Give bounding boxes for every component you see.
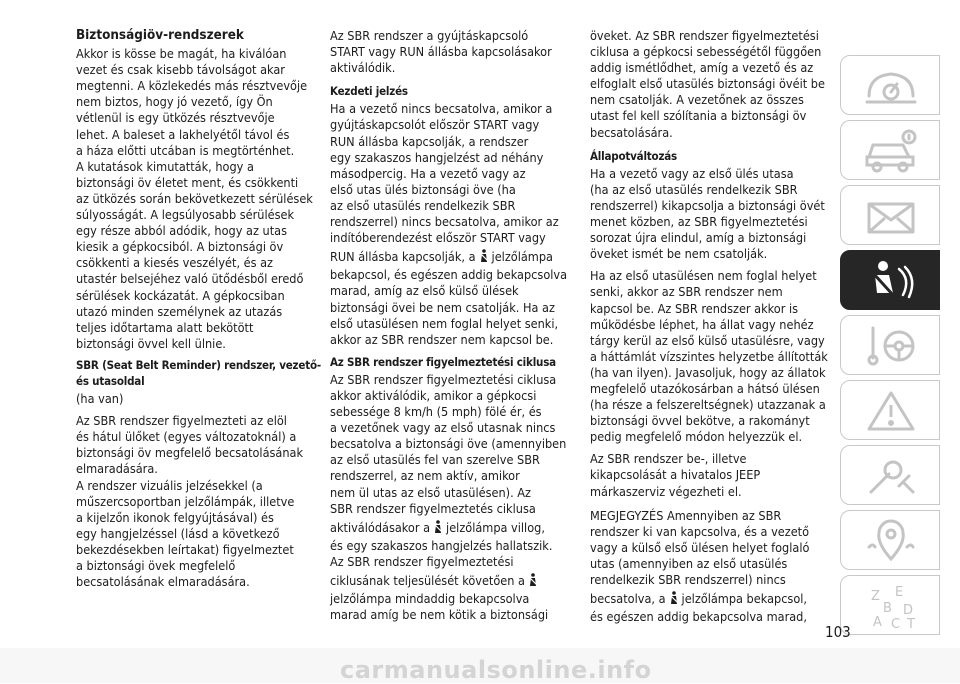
text-segment: jelzőlámpa bekapcsol, (681, 591, 808, 607)
column-2 (330, 28, 568, 623)
tab-ignition[interactable] (840, 315, 940, 375)
tab-warning[interactable] (840, 380, 940, 440)
text-line: és egészen addig bekapcsolva marad, (590, 609, 807, 625)
text-line: Ha a vezető vagy az első ülés utasa (590, 165, 794, 181)
tab-navigation[interactable] (840, 510, 940, 570)
text-line: az első utasülés rendelkezik SBR (330, 197, 516, 213)
text-line: (ha van ilyen). Javasoljuk, hogy az állatok (590, 364, 826, 380)
text-line: SBR (Seat Belt Reminder) rendszer, vezető- (76, 357, 321, 372)
text-line: Az SBR rendszer figyelmeztetési ciklusa (330, 371, 557, 387)
text-line: első utas ülés biztonsági öve (ha (330, 181, 516, 197)
subsection-heading: Az SBR rendszer figyelmeztetési ciklusa (330, 354, 556, 369)
paragraph-lines (330, 101, 568, 246)
paragraph (590, 28, 828, 141)
text-line: nem biztos, hogy jó vezető, így Ön (76, 94, 273, 110)
tab-service[interactable] (840, 445, 940, 505)
warning-triangle-icon (863, 387, 919, 435)
watermark: carmanualsonline.info (340, 656, 652, 684)
car-service-wrench-icon (863, 452, 919, 500)
text-line: RUN állásba kapcsolják, a rendszer (330, 133, 529, 149)
svg-text:T: T (907, 617, 915, 630)
text-line: sorozat újra elindul, amíg a biztonsági (590, 230, 807, 246)
text-line: bekapcsol, és egészen addig bekapcsolva (330, 267, 568, 283)
text-line: műszercsoportban jelzőlámpák, illetve (76, 493, 295, 509)
text-line: elfoglalt első utasülés biztonsági övéit be (590, 76, 825, 92)
text-line: egy hangjelzéssel (lásd a következő (76, 525, 280, 541)
text-line: megtenni. A közlekedés más résztvevője (76, 78, 308, 94)
text-line: elmaradására. (76, 461, 158, 477)
text-line: és utasoldal (76, 373, 145, 388)
navigation-map-icon (863, 517, 919, 565)
svg-text:E: E (895, 585, 904, 600)
text-line: Ha az első utasülésen nem foglal helyet (590, 268, 817, 284)
text-line: az első utasülés fel van szerelve SBR (330, 452, 540, 468)
text-line: megfelelő utazókosárban a hátsó ülésen (590, 380, 820, 396)
seatbelt-warning-lamp-icon (433, 520, 443, 534)
text-line: Az SBR rendszer figyelmeztetési (330, 553, 514, 569)
tab-dashboard[interactable] (840, 55, 940, 115)
paragraph-lines (330, 538, 568, 570)
alphabet-index-icon (863, 582, 919, 630)
chapter-tab-sidebar (840, 55, 942, 640)
text-segment: jelzőlámpa villog, (446, 519, 545, 535)
text-line: indítóberendezést először START vagy (330, 230, 546, 246)
text-line: (ha az első utasülés rendelkezik SBR (590, 181, 798, 197)
text-line: nem ül utas az első utasülésen). Az (330, 484, 531, 500)
seatbelt-warning-lamp-icon (669, 591, 679, 605)
text-line: aktiválódik. (330, 60, 396, 76)
text-segment: RUN állásba kapcsolják, a (330, 249, 476, 265)
text-line: A kutatások kimutatták, hogy a (76, 158, 254, 174)
tab-mail[interactable] (840, 185, 940, 245)
seatbelt-warning-lamp-icon (479, 249, 489, 263)
text-line: az ütközés során bekövetkezett sérülések (76, 190, 313, 206)
svg-text:D: D (903, 603, 914, 618)
text-line: a kijelzőn ikonok felgyújtásával) és (76, 509, 274, 525)
text-line: kiesik a gépkocsiból. A biztonsági öv (76, 239, 284, 255)
text-line: MEGJEGYZÉS Amennyiben az SBR (590, 507, 782, 523)
tab-safety[interactable] (840, 250, 940, 310)
paragraph (590, 166, 828, 263)
seatbelt-warning-lamp-icon (528, 573, 538, 587)
tab-index[interactable] (840, 575, 940, 635)
svg-text:Z: Z (871, 589, 880, 604)
ignition-steering-icon (863, 322, 919, 370)
text-line: A rendszer vizuális jelzésekkel (a (76, 477, 263, 493)
text-line: kikapcsolását a hivatalos JEEP (590, 467, 761, 483)
tab-car-info[interactable] (840, 120, 940, 180)
text-segment: ciklusának teljesülését követően a (330, 573, 525, 588)
text-line: biztonsági öv megfelelő becsatolásának (76, 445, 304, 461)
text-line: a biztonsági övek megfelelő (76, 558, 236, 573)
text-line: és egy szakaszos hangjelzés hallatszik. (330, 537, 553, 553)
text-line: (ha van) (76, 391, 124, 407)
text-line: rendszerrel) kikapcsolja a biztonsági övét (590, 197, 825, 213)
column-3 (590, 28, 828, 625)
note-paragraph (590, 508, 828, 626)
text-line: Az SBR rendszer figyelmezteti az elöl (76, 413, 287, 429)
text-line: biztonsági öv életet ment, és csökkenti (76, 174, 299, 190)
paragraph (76, 46, 324, 352)
paragraph (76, 413, 324, 477)
text-line: működésbe léphet, ha állat vagy nehéz (590, 316, 814, 332)
text-line: egy szakaszos hangjelzést ad néhány (330, 149, 544, 165)
paragraph (76, 478, 324, 591)
text-line: első utasülésen nem foglal helyet senki, (330, 315, 559, 331)
text-segment: aktiválódásakor a (330, 519, 431, 535)
text-line: csökkenti a kiesés veszélyét, és az (76, 255, 273, 271)
text-line: becsatolva a biztonsági öve (amennyiben (330, 436, 567, 452)
text-line: utastér belsejéhez való ütődésből eredő (76, 271, 304, 287)
paragraph-lines (330, 267, 568, 347)
paragraph (330, 372, 568, 623)
text-line: akkor az SBR rendszer nem kapcsol be. (330, 331, 554, 347)
text-line: vagy a külső első ülésen helyet foglaló (590, 539, 810, 555)
text-line: Az SBR rendszer be-, illetve (590, 451, 747, 467)
text-line: súlyosságát. A legsúlyosabb sérülések (76, 207, 295, 223)
text-line: biztonsági övvel kell ülnie. (76, 335, 226, 351)
paragraph-lines (330, 372, 568, 517)
text-line: a háza előtti utcában is megtörténhet. (76, 142, 295, 158)
paragraph (330, 101, 568, 347)
text-line: menet közben, az SBR figyelmeztetési (590, 214, 808, 230)
text-line: becsatolásának elmaradására. (76, 574, 250, 590)
text-line: rendelkezik SBR rendszerrel) nincs (590, 572, 786, 587)
lamp-line (330, 573, 568, 589)
text-line: utas (amennyiben az első utasülés (590, 555, 788, 571)
svg-text:C: C (891, 617, 901, 630)
text-line: rendszerrel, az nem aktív, amikor (330, 468, 520, 484)
subsection-heading: Kezdeti jelzés (330, 84, 408, 99)
text-line: teljes időtartama alatt bekötött (76, 319, 254, 335)
lamp-line (330, 520, 568, 536)
text-segment: becsatolva, a (590, 591, 666, 607)
paragraph (330, 28, 568, 76)
text-line: sérülések kockázatát. A gépkocsiban (76, 287, 285, 303)
paragraph (76, 391, 324, 407)
text-line: Akkor is kösse be magát, ha kiválóan (76, 46, 287, 62)
text-line: biztonsági övei be nem csatolják. Ha az (330, 299, 555, 315)
page-number: 103 (825, 623, 851, 641)
text-line: becsatolására. (590, 124, 673, 140)
seat-airbag-safety-icon (863, 257, 919, 305)
section-heading: Biztonságiöv-rendszerek (76, 28, 244, 43)
text-line: marad amíg be nem kötik a biztonsági (330, 607, 549, 623)
text-line: öveket. Az SBR rendszer figyelmeztetési (590, 28, 819, 43)
svg-text:B: B (883, 601, 892, 616)
subsection-heading (76, 357, 324, 389)
text-line: és hátul ülőket (egyes változatoknál) a (76, 429, 297, 445)
text-line: utazó minden személynek az utazás (76, 303, 283, 319)
paragraph-lines (590, 508, 828, 588)
text-line: tárgy kerül az első külső utasülésre, vagy (590, 332, 825, 348)
text-line: lehet. A baleset a lakhelyétől távol és (76, 126, 290, 142)
subsection-heading: Állapotváltozás (590, 148, 678, 163)
text-segment: jelzőlámpa (491, 249, 553, 265)
text-line: gyújtáskapcsolót először START vagy (330, 117, 540, 133)
text-line: egy része abból adódik, hogy az utas (76, 223, 287, 239)
text-line: márkaszerviz végezheti el. (590, 483, 742, 499)
text-line: Az SBR rendszer a gyújtáskapcsoló (330, 28, 529, 43)
text-line: ciklusa a gépkocsi sebességétől függően (590, 44, 822, 60)
lamp-line (330, 249, 568, 265)
text-line: biztonsági övvel bekötve, a rakományt (590, 413, 810, 429)
text-line: pedig megfelelő módon helyezzük el. (590, 429, 803, 445)
text-line: a vezetőnek vagy az első utasnak nincs (330, 420, 556, 436)
paragraph-lines (590, 609, 828, 625)
paragraph-lines (330, 591, 568, 623)
text-line: vétlenül is egy ütközés résztvevője (76, 110, 275, 126)
text-line: a háttámlát vízszintes helyzetbe állították (590, 348, 828, 364)
car-info-icon (863, 127, 919, 175)
text-line: senki, akkor az SBR rendszer nem (590, 284, 783, 300)
text-line: másodpercig. Ha a vezető vagy az (330, 165, 526, 181)
text-line: nem csatolják. A vezetőnek az összes (590, 92, 804, 108)
text-line: marad, amíg az első külső ülések (330, 283, 519, 299)
text-line: SBR rendszer figyelmeztetés ciklusa (330, 500, 536, 516)
text-line: addig ismétlődhet, amíg a vezető és az (590, 60, 814, 76)
mail-letter-icon (863, 192, 919, 240)
text-line: utast fel kell szólítania a biztonsági öv (590, 108, 807, 124)
text-line: bekezdésekben leírtakat) figyelmeztet (76, 541, 294, 557)
text-line: akkor aktiválódik, amikor a gépkocsi (330, 387, 537, 403)
lamp-line (590, 591, 828, 607)
text-line: kapcsol be. Az SBR rendszer akkor is (590, 300, 799, 316)
text-line: rendszerrel) nincs becsatolva, amikor az (330, 214, 559, 230)
paragraph (590, 268, 828, 445)
svg-text:A: A (873, 615, 882, 630)
text-line: jelzőlámpa mindaddig bekapcsolva (330, 591, 530, 607)
text-line: vezet és csak kisebb távolságot akar (76, 62, 285, 78)
car-dashboard-icon (863, 62, 919, 110)
text-line: START vagy RUN állásba kapcsolásakor (330, 44, 552, 60)
text-line: sebessége 8 km/h (5 mph) fölé ér, és (330, 404, 542, 420)
text-line: Ha a vezető nincs becsatolva, amikor a (330, 101, 553, 117)
text-line: rendszer ki van kapcsolva, és a vezető (590, 523, 810, 539)
text-line: (ha része a felszereltségnek) utazzanak a (590, 397, 826, 413)
paragraph (590, 451, 828, 499)
column-1 (76, 28, 324, 590)
text-line: öveket ismét be nem csatolják. (590, 246, 768, 262)
